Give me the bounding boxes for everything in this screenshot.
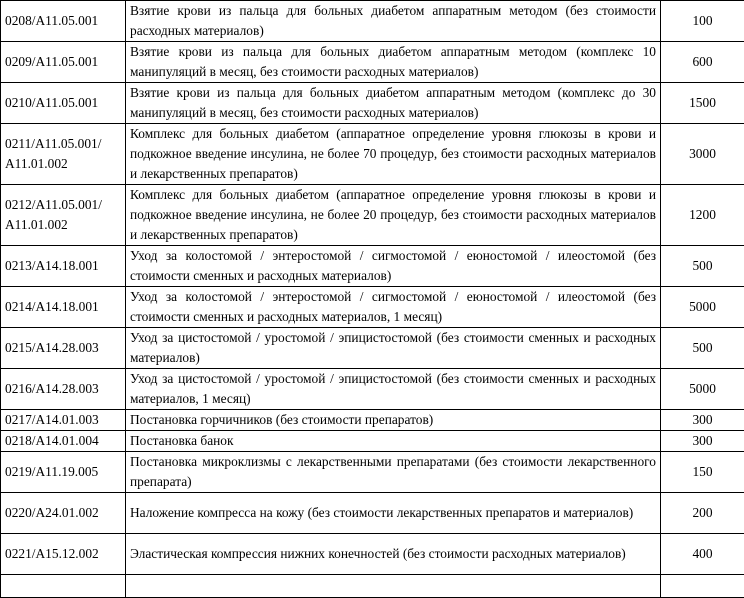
service-description: Взятие крови из пальца для больных диабетом аппаратным методом (без стоимости расходных материалов) (126, 1, 661, 42)
service-code: 0221/A15.12.002 (1, 534, 126, 575)
table-row (1, 287, 744, 328)
service-code: 0217/A14.01.003 (1, 410, 126, 431)
table-row (1, 493, 744, 534)
service-code: 0209/A11.05.001 (1, 42, 126, 83)
service-code: 0212/A11.05.001/ A11.01.002 (1, 185, 126, 246)
service-code: 0215/A14.28.003 (1, 328, 126, 369)
service-price: 300 (661, 410, 744, 431)
service-price: 200 (661, 493, 744, 534)
service-price: 400 (661, 534, 744, 575)
service-description: Уход за колостомой / энтеростомой / сигмостомой / еюностомой / илеостомой (без стоимости сменных и расходных материалов, 1 месяц) (126, 287, 661, 328)
service-price: 1500 (661, 83, 744, 124)
service-code: 0214/A14.18.001 (1, 287, 126, 328)
table-row (1, 185, 744, 246)
table-row (1, 410, 744, 431)
table-row (1, 369, 744, 410)
table-row (1, 83, 744, 124)
service-description: Комплекс для больных диабетом (аппаратное определение уровня глюкозы в крови и подкожное введение инсулина, не более 20 процедур, без стоимости расходных материалов и лекарственных препаратов) (126, 185, 661, 246)
table-row (1, 246, 744, 287)
service-description: Постановка банок (126, 431, 661, 452)
service-price (661, 575, 744, 598)
service-code: 0216/A14.28.003 (1, 369, 126, 410)
table-row (1, 1, 744, 42)
service-price: 600 (661, 42, 744, 83)
service-price: 500 (661, 328, 744, 369)
service-code: 0213/A14.18.001 (1, 246, 126, 287)
service-description: Наложение компресса на кожу (без стоимости лекарственных препаратов и материалов) (126, 493, 661, 534)
service-description: Эластическая компрессия нижних конечностей (без стоимости расходных материалов) (126, 534, 661, 575)
service-price: 5000 (661, 287, 744, 328)
service-description: Уход за колостомой / энтеростомой / сигмостомой / еюностомой / илеостомой (без стоимости сменных и расходных материалов) (126, 246, 661, 287)
service-description: Постановка микроклизмы с лекарственными препаратами (без стоимости лекарственного препарата) (126, 452, 661, 493)
table-row (1, 431, 744, 452)
service-code: 0208/A11.05.001 (1, 1, 126, 42)
table-row (1, 328, 744, 369)
service-code: 0211/A11.05.001/ A11.01.002 (1, 124, 126, 185)
service-description: Постановка горчичников (без стоимости препаратов) (126, 410, 661, 431)
table-row (1, 534, 744, 575)
table-row (1, 452, 744, 493)
service-price: 300 (661, 431, 744, 452)
service-price: 500 (661, 246, 744, 287)
service-code: 0220/A24.01.002 (1, 493, 126, 534)
service-price: 150 (661, 452, 744, 493)
table-row-cut-off (1, 575, 744, 598)
service-code (1, 575, 126, 598)
table-row (1, 42, 744, 83)
service-code: 0218/A14.01.004 (1, 431, 126, 452)
service-code: 0219/A11.19.005 (1, 452, 126, 493)
service-description: Уход за цистостомой / уростомой / эпицистостомой (без стоимости сменных и расходных материалов, 1 месяц) (126, 369, 661, 410)
service-description: Уход за цистостомой / уростомой / эпицистостомой (без стоимости сменных и расходных материалов) (126, 328, 661, 369)
service-description: Взятие крови из пальца для больных диабетом аппаратным методом (комплекс 10 манипуляций в месяц, без стоимости расходных материалов) (126, 42, 661, 83)
service-description: Взятие крови из пальца для больных диабетом аппаратным методом (комплекс до 30 манипуляций в месяц, без стоимости расходных материалов) (126, 83, 661, 124)
service-price: 3000 (661, 124, 744, 185)
table-row (1, 124, 744, 185)
service-price: 100 (661, 1, 744, 42)
service-description: Комплекс для больных диабетом (аппаратное определение уровня глюкозы в крови и подкожное введение инсулина, не более 70 процедур, без стоимости расходных материалов и лекарственных препаратов) (126, 124, 661, 185)
service-code: 0210/A11.05.001 (1, 83, 126, 124)
service-price: 1200 (661, 185, 744, 246)
service-description (126, 575, 661, 598)
service-price: 5000 (661, 369, 744, 410)
